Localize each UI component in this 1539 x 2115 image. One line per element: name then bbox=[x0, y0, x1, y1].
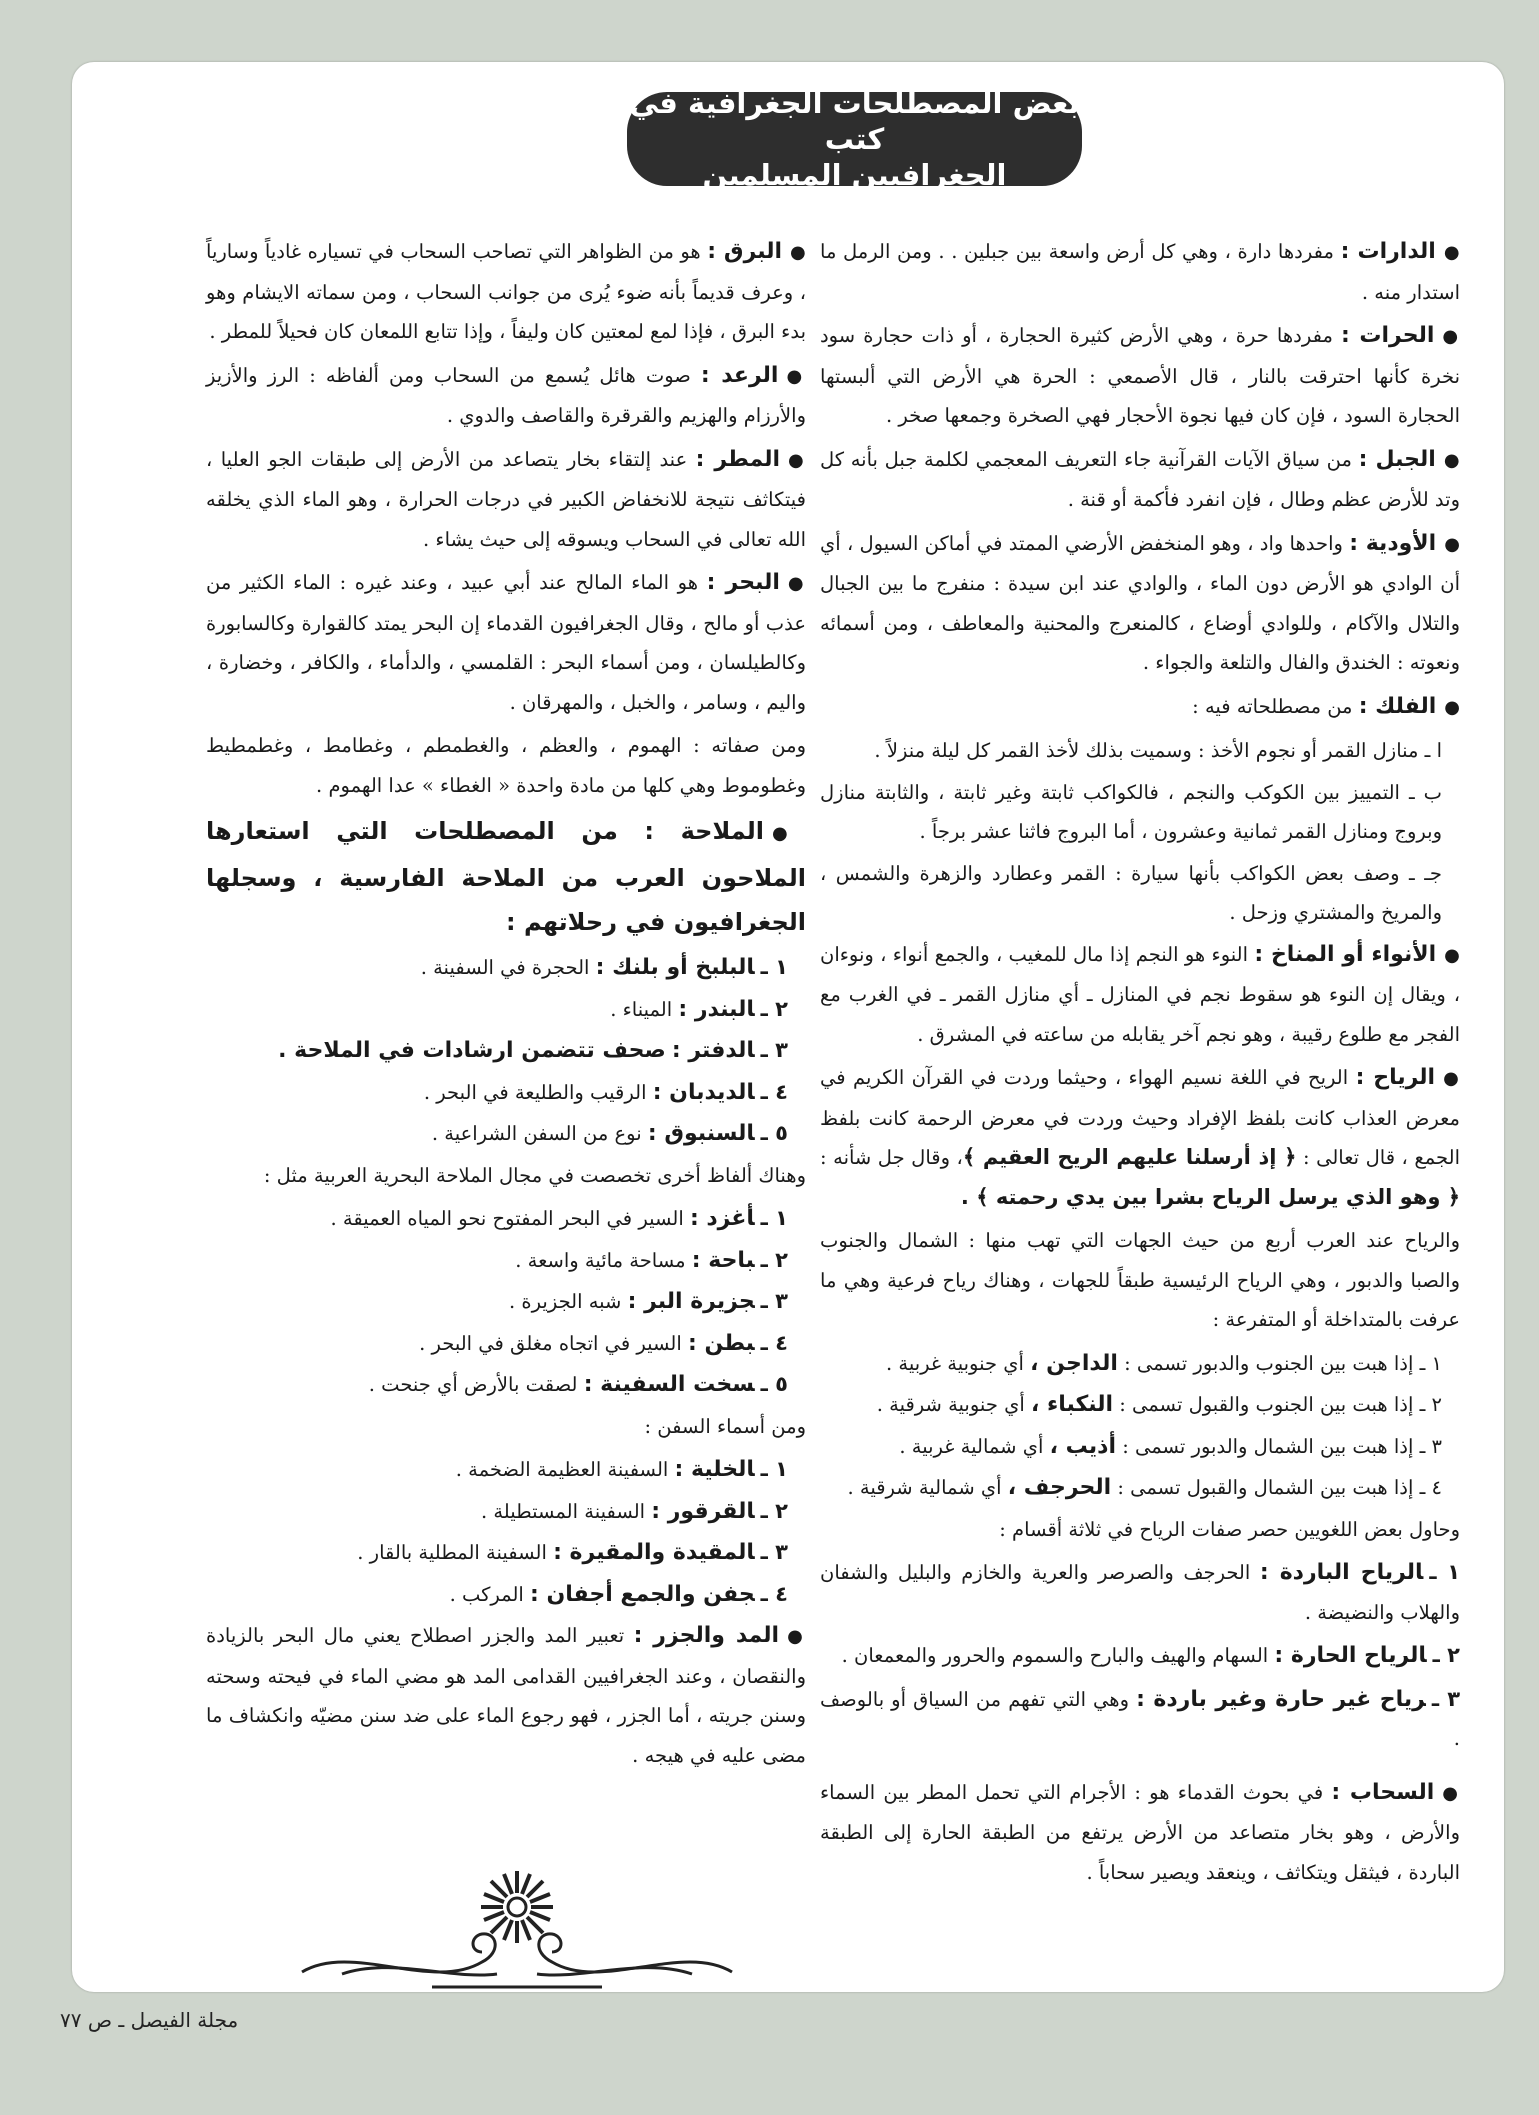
bullet-icon: ● bbox=[788, 449, 806, 471]
bullet-icon: ● bbox=[790, 242, 806, 263]
bullet-icon: ● bbox=[1442, 326, 1460, 347]
entry-harrat: ●الحرات : مفردها حرة ، وهي الأرض كثيرة الحجارة ، أو ذات حجارة سود نخرة كأنها احترقت بالنار ، قال الأصمعي : الحرة هي الأرض التي ألبستها الحجارة السود ، فإن كان فيها نجوة الأحجار فهي الصخرة وجمعها صخر . bbox=[820, 323, 1460, 427]
bahr-extra: ومن صفاته : الهموم ، والعظم ، والغطمطم ، وغطامط ، وغطمطيط وغطوموط وهي كلها من مادة واحدة « الغطاء » عدا الهموم . bbox=[206, 734, 806, 797]
entry-darat: ●الدارات : مفردها دارة ، وهي كل أرض واسعة بين جبلين . . ومن الرمل ما استدار منه . bbox=[820, 239, 1460, 304]
decorative-ornament-icon bbox=[282, 1862, 752, 1992]
falak-item: ا ـ منازل القمر أو نجوم الأخذ : وسميت بذلك لأخذ القمر كل ليلة منزلاً . bbox=[874, 739, 1442, 762]
other-word-item: ٢ ـباحة : مساحة مائية واسعة . bbox=[515, 1247, 788, 1273]
entry-matar: ●المطر : عند إلتقاء بخار يتصاعد من الأرض إلى طبقات الجو العليا ، فيتكاثف نتيجة للانخفاض الكبير في درجات الحرارة ، وهو الماء الذي يخلقه الله تعالى في السحاب ويسوقه إلى حيث يشاء . bbox=[206, 446, 806, 551]
wind-class-item: ١ ـالرياح الباردة : الحرجف والصرصر والعرية والخازم والبليل والشفان والهلاب والنضيضة . bbox=[820, 1560, 1461, 1624]
article-title-line-1: بعض المصطلحات الجغرافية في كتب bbox=[629, 86, 1080, 156]
bullet-icon: ● bbox=[1443, 1068, 1460, 1089]
milaha-item: ١ ـالبلبخ أو بلنك : الحجرة في السفينة . bbox=[420, 955, 788, 980]
entry-awdiya: ●الأودية : واحدها واد ، وهو المنخفض الأرضي الممتد في أماكن السيول ، أي أن الوادي هو الأرض دون الماء ، والوادي عند ابن سيدة : منفرج ما بين الجبال والتلال والآكام ، وللوادي أوضاع ، كالمنعرج والمحنية والمعاطف ، ومن أسمائه ونعوته : الخندق والفال والتلعة والجواء . bbox=[820, 530, 1460, 674]
ship-item: ٢ ـالقرقور : السفينة المستطيلة . bbox=[480, 1498, 788, 1524]
entry-tide: ●المد والجزر : تعبير المد والجزر اصطلاح يعني مال البحر بالزيادة والنقصان ، وعند الجغرافيين القدامى المد هو مضي الماء في فيحته وسحته وسنن جريته ، أما الجزر ، فهو رجوع الماء على ضد سنن مضيّه وانكشاف ما مضى عليه في هيجه . bbox=[206, 1623, 807, 1767]
entry-bahr: ●البحر : هو الماء المالح عند أبي عبيد ، وعند غيره : الماء الكثير من عذب أو مالح ، وقال الجغرافيون القدماء إن البحر يمتد كالقوارة وكالسابورة وكالطيلسان ، ومن أسماء البحر : القلمسي ، والدأماء ، والكافر ، وخضارة ، واليم ، وسامر ، والخبل ، والمهرقان . bbox=[206, 570, 807, 714]
bullet-icon: ● bbox=[787, 1626, 807, 1647]
milaha-item: ٢ ـالبندر : الميناء . bbox=[610, 996, 788, 1022]
bullet-icon: ● bbox=[1443, 242, 1460, 263]
ship-item: ١ ـالخلية : السفينة العظيمة الضخمة . bbox=[455, 1457, 788, 1482]
milaha-item: ٤ ـالديدبان : الرقيب والطليعة في البحر . bbox=[423, 1079, 788, 1105]
article-title-box bbox=[627, 86, 1082, 192]
bullet-icon: ● bbox=[786, 365, 807, 387]
entry-anwa: ●الأنواء أو المناخ : النوء هو النجم إذا مال للمغيب ، والجمع أنواء ، ونوءان ، ويقال إن النوء هو سقوط نجم في المنازل ـ أي منازل القمر ـ في الغرب مع الفجر مع طلوع رقيبة ، وهو نجم آخر يقابله من ساعته في المشرق . bbox=[820, 941, 1460, 1046]
bullet-icon: ● bbox=[1442, 1782, 1461, 1804]
milaha-item: ٣ ـالدفتر : صحف تتضمن ارشادات في الملاحة . bbox=[278, 1038, 788, 1063]
page-sheet bbox=[72, 62, 1504, 1992]
article-title-line-2: الجغرافيين المسلمين bbox=[702, 158, 1007, 192]
quran-verse-1: ﴿ إذ أرسلنا عليهم الريح العقيم ﴾ bbox=[962, 1145, 1297, 1169]
ship-item: ٣ ـالمقيدة والمقيرة : السفينة المطلية بالقار . bbox=[357, 1540, 788, 1565]
left-column bbox=[206, 232, 806, 1779]
other-word-item: ٣ ـجزيرة البر : شبه الجزيرة . bbox=[509, 1289, 788, 1314]
wind-class-item: ٣ ـرياح غير حارة وغير باردة : وهي التي تفهم من السياق أو بالوصف . bbox=[820, 1686, 1461, 1750]
bullet-icon: ● bbox=[1444, 533, 1460, 555]
bullet-icon: ● bbox=[1444, 696, 1460, 718]
wind-item: ٢ ـ إذا هبت بين الجنوب والقبول تسمى : النكباء ، أي جنوبية شرقية . bbox=[876, 1392, 1442, 1417]
bullet-icon: ● bbox=[1443, 449, 1460, 471]
wind-class-item: ٢ ـالرياح الحارة : السهام والهيف والبارح والسموم والحرور والمعمعان . bbox=[841, 1643, 1460, 1668]
falak-item: جـ ـ وصف بعض الكواكب بأنها سيارة : القمر وعطارد والزهرة والشمس ، والمريخ والمشتري وزحل . bbox=[820, 861, 1442, 924]
wind-item: ٣ ـ إذا هبت بين الشمال والدبور تسمى : أذيب ، أي شمالية غربية . bbox=[899, 1433, 1442, 1459]
milaha-item: ٥ ـالسنبوق : نوع من السفن الشراعية . bbox=[431, 1121, 788, 1146]
right-column bbox=[820, 232, 1460, 1896]
entry-jabal: ●الجبل : من سياق الآيات القرآنية جاء التعريف المعجمي لكلمة جبل بأنه كل وتد للأرض عظم وطال ، فإن انفرد فأكمة أو قنة . bbox=[820, 446, 1460, 511]
bullet-icon: ● bbox=[787, 573, 807, 594]
entry-milaha: ●الملاحة : من المصطلحات التي استعارها الملاحون العرب من الملاحة الفارسية ، وسجلها الجغرافيون في رحلاتهم : bbox=[206, 817, 806, 936]
wind-item: ٤ ـ إذا هبت بين الشمال والقبول تسمى : الحرجف ، أي شمالية شرقية . bbox=[847, 1475, 1442, 1500]
entry-falak: ●الفلك : من مصطلحاته فيه : bbox=[1192, 693, 1460, 719]
winds-intro: والرياح عند العرب أربع من حيث الجهات التي تهب منها : الشمال والجنوب والصبا والدبور ، وهي الرياح الرئيسية طبقاً للجهات ، وهناك رياح فرعية وهي ما عرفت بالمتداخلة أو المتفرعة : bbox=[820, 1229, 1460, 1331]
winds-classes-intro: وحاول بعض اللغويين حصر صفات الرياح في ثلاثة أقسام : bbox=[999, 1517, 1460, 1541]
entry-barq: ●البرق : هو من الظواهر التي تصاحب السحاب في تسياره غادياً وسارياً ، وعرف قديماً بأنه ضوء يُرى من جوانب السحاب ، ومن سماته الايشام وهو بدء البرق ، فإذا لمع لمعتين كان وليفاً ، وإذا تتابع اللمعان كان فحيلاً للمطر . bbox=[206, 239, 806, 343]
wind-item: ١ ـ إذا هبت بين الجنوب والدبور تسمى : الداجن ، أي جنوبية غربية . bbox=[885, 1350, 1442, 1376]
other-word-item: ٥ ـسخت السفينة : لصقت بالأرض أي جنحت . bbox=[368, 1372, 788, 1397]
other-word-item: ١ ـأغزد : السير في البحر المفتوح نحو المياه العميقة . bbox=[330, 1206, 788, 1231]
quran-verse-2: ﴿ وهو الذي يرسل الرياح بشرا بين يدي رحمته ﴾ . bbox=[960, 1184, 1460, 1209]
other-word-item: ٤ ـبطن : السير في اتجاه مغلق في البحر . bbox=[419, 1330, 788, 1356]
ship-item: ٤ ـجفن والجمع أجفان : المركب . bbox=[449, 1581, 788, 1607]
falak-item: ب ـ التمييز بين الكوكب والنجم ، فالكواكب ثابتة وغير ثابتة ، والثابتة منازل وبروج ومنازل القمر ثمانية وعشرون ، أما البروج فاثنا عشر برجاً . bbox=[820, 780, 1442, 843]
entry-raad: ●الرعد : صوت هائل يُسمع من السحاب ومن ألفاظه : الرز والأزيز والأرزام والهزيم والقرقرة والقاصف والدوي . bbox=[206, 362, 807, 427]
entry-sahab: ●السحاب : في بحوث القدماء هو : الأجرام التي تحمل المطر بين السماء والأرض ، وهو بخار متصاعد من الأرض يرتفع من الطبقة الحارة إلى الطبقة الباردة ، فيثقل ويتكاثف ، وينعقد ويصير سحاباً . bbox=[820, 1779, 1461, 1884]
bullet-icon: ● bbox=[1444, 944, 1460, 966]
entry-riyah: ●الرياح : الريح في اللغة نسيم الهواء ، وحيثما وردت في القرآن الكريم في معرض العذاب كانت بلفظ الإفراد وحيث وردت في معرض الرحمة كانت بلفظ الجمع ، قال تعالى : ﴿ إذ أرسلنا عليهم الريح العقيم ﴾، وقال جل شأنه : ﴿ وهو الذي يرسل الرياح بشرا بين يدي رحمته ﴾ . bbox=[820, 1065, 1460, 1209]
page-footer: مجلة الفيصل ـ ص ٧٧ bbox=[60, 2008, 239, 2032]
ships-intro: ومن أسماء السفن : bbox=[644, 1414, 806, 1438]
other-words-intro: وهناك ألفاظ أخرى تخصصت في مجال الملاحة البحرية العربية مثل : bbox=[263, 1163, 806, 1187]
bullet-icon: ● bbox=[772, 823, 806, 844]
